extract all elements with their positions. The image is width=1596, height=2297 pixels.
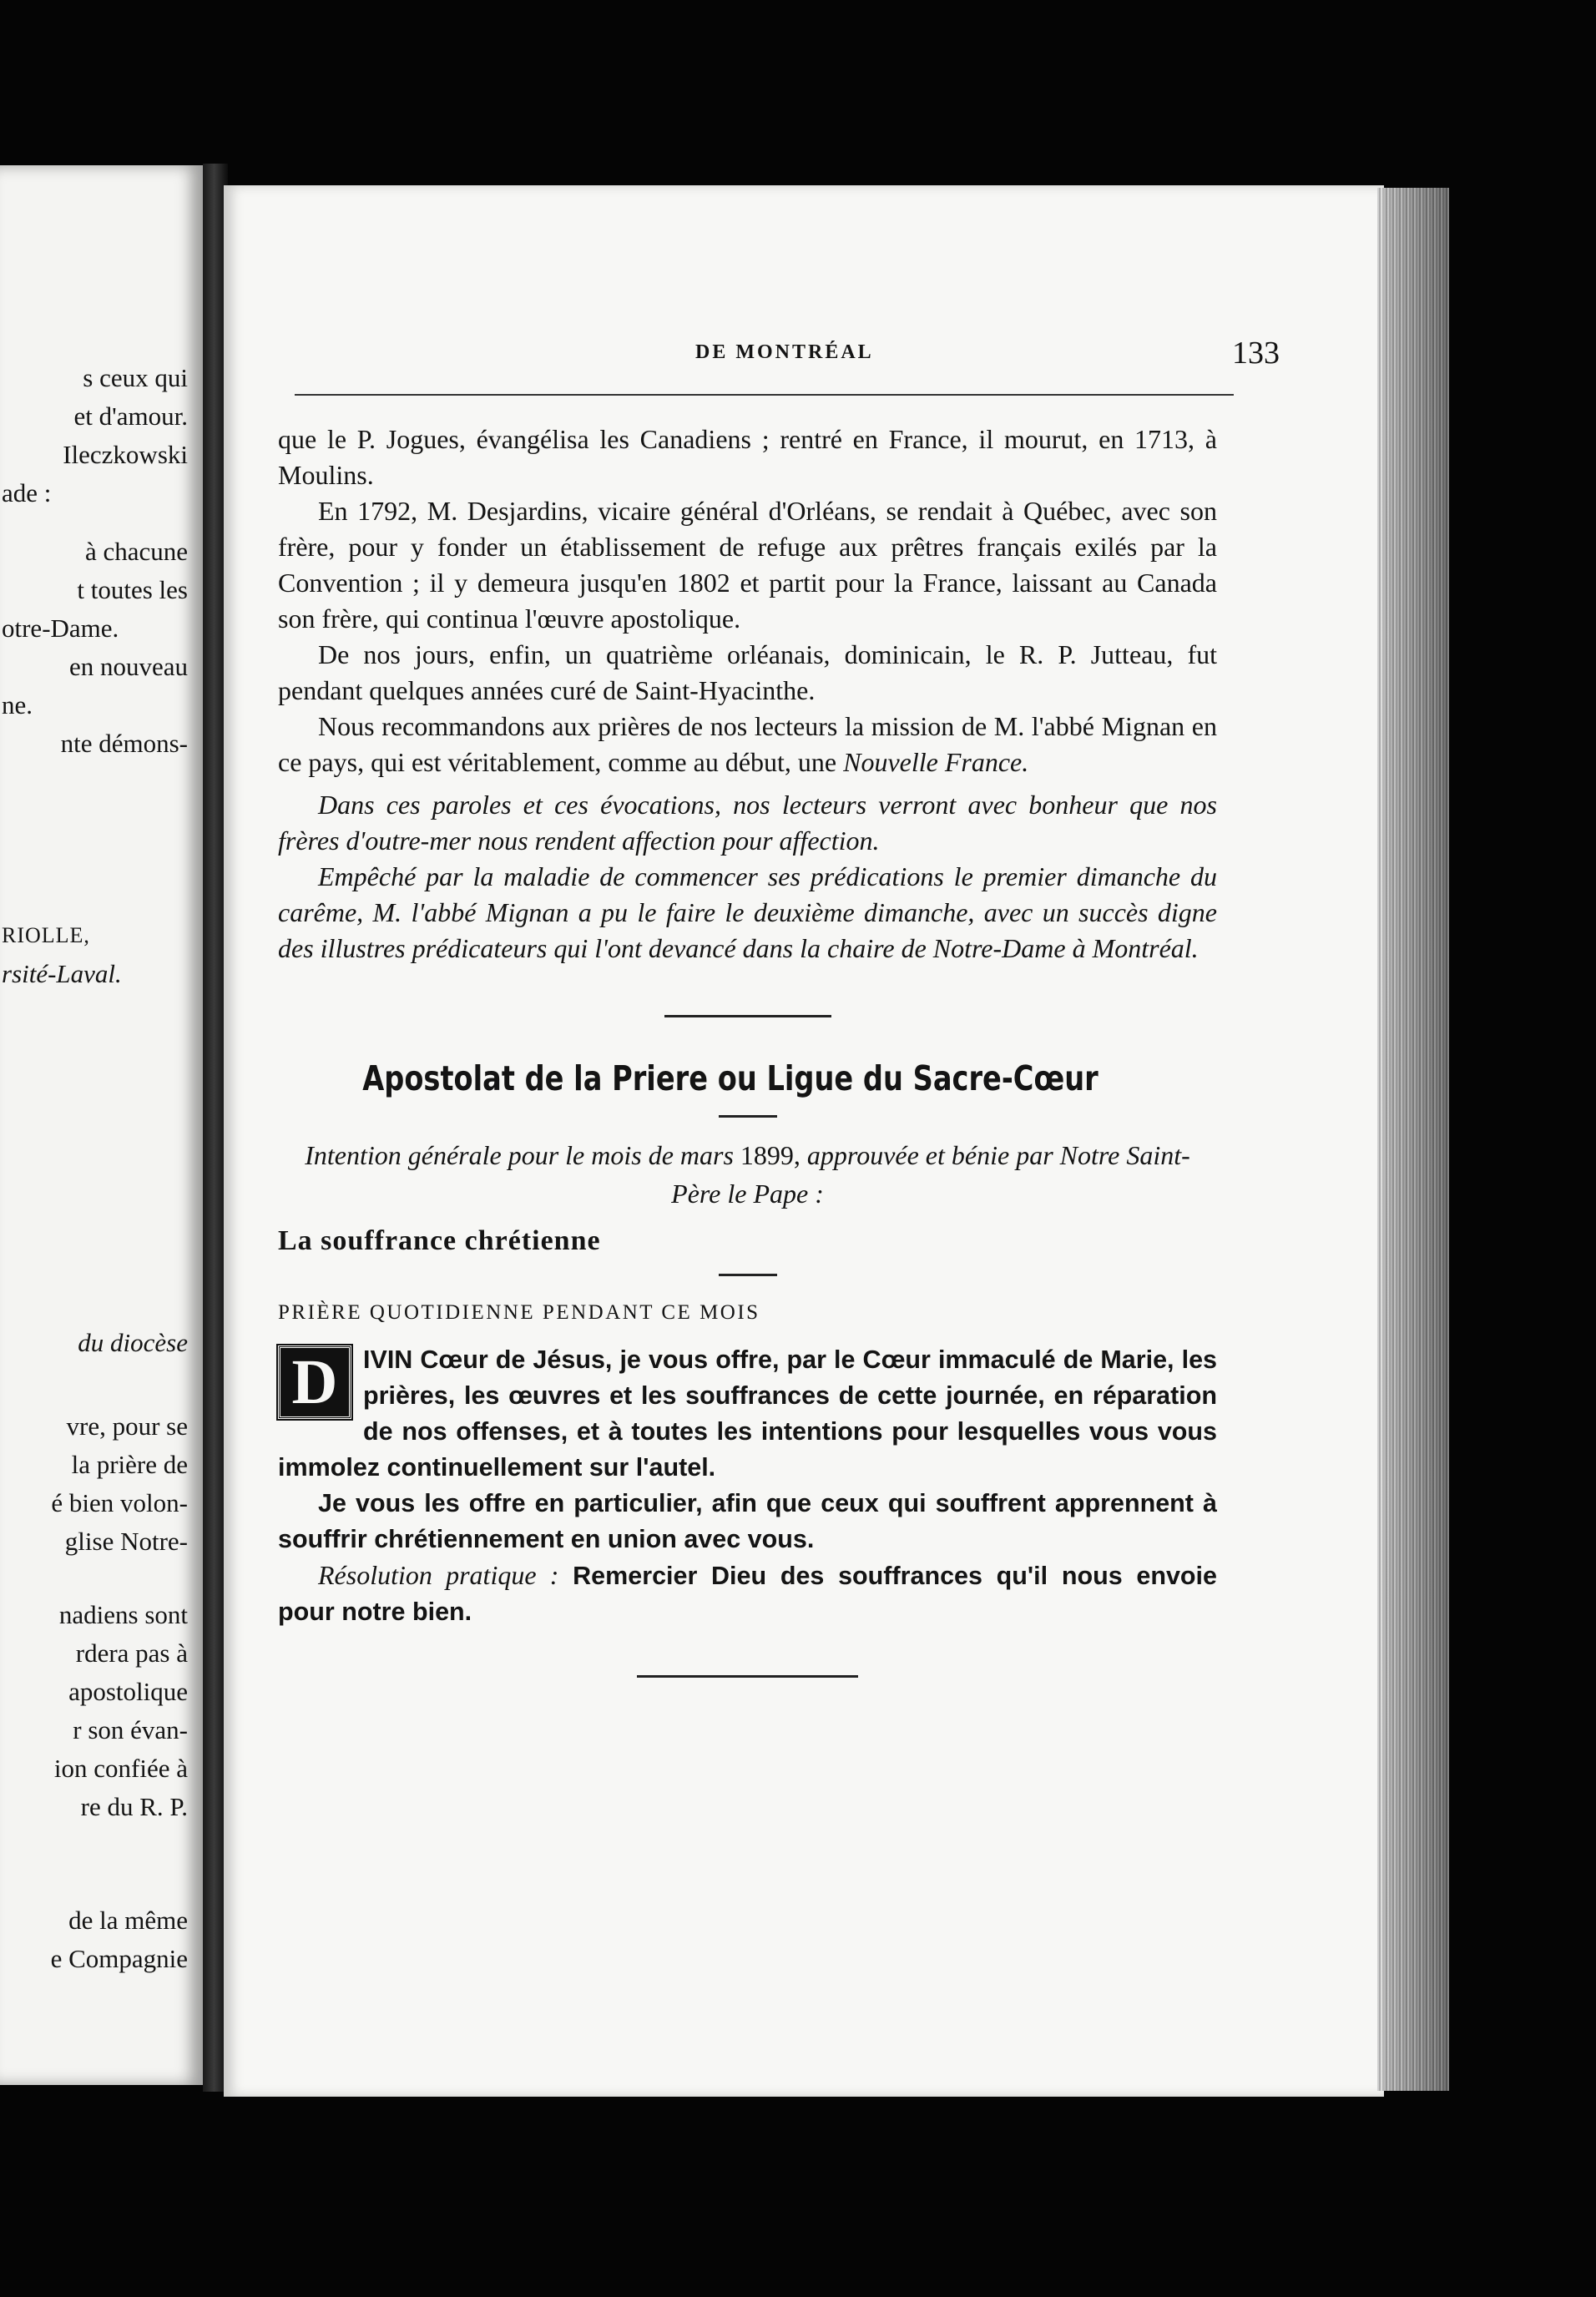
paragraph-text: Nous recommandons aux prières de nos lecteurs la mission de M. l'abbé Mignan en ce pays, qui est véritablement, comme au début, une <box>278 711 1217 777</box>
right-page <box>224 185 1384 2097</box>
section-title: Apostolat de la Priere ou Ligue du Sacre-Cœur <box>362 1058 1099 1098</box>
left-text-line: de la même <box>68 1906 188 1935</box>
resolution-paragraph <box>278 1557 1217 1630</box>
left-text-line: nadiens sont <box>58 1600 188 1629</box>
left-text-line: à chacune <box>84 537 188 566</box>
page-number: 133 <box>1232 336 1280 371</box>
prayer-block <box>278 1342 1217 1630</box>
intention-text: approuvée et bénie par Notre Saint-Père le Pape : <box>671 1140 1190 1209</box>
left-text-line: du diocèse <box>78 1328 188 1357</box>
left-text-line: ne. <box>2 690 33 719</box>
left-text-line: vre, pour se <box>66 1411 188 1441</box>
paragraph: De nos jours, enfin, un quatrième orléanais, dominicain, le R. P. Jutteau, fut pendant quelques années curé de Saint-Hyacinthe. <box>278 639 1217 705</box>
prayer-paragraph <box>278 1342 1217 1486</box>
left-text-line: é bien volon- <box>51 1488 188 1517</box>
left-text-line: r son évan- <box>73 1715 188 1744</box>
paragraph <box>278 709 1217 780</box>
running-title: DE MONTRÉAL <box>695 341 874 363</box>
left-text-line: la prière de <box>71 1450 188 1479</box>
left-signature-affiliation: rsité-Laval. <box>2 959 122 988</box>
running-head <box>278 336 1280 383</box>
left-text-line: nte démons- <box>60 729 188 758</box>
left-text-line: otre-Dame. <box>2 613 119 643</box>
left-signature: RIOLLE, <box>2 923 90 947</box>
intention-year: 1899, <box>740 1140 801 1170</box>
left-text-line: en nouveau <box>68 652 188 681</box>
left-text-line: ade : <box>2 478 52 507</box>
left-text-line: t toutes les <box>77 575 188 604</box>
left-text-line: glise Notre- <box>64 1527 188 1556</box>
left-text-line: s ceux qui <box>83 363 188 392</box>
left-text-line: re du R. P. <box>80 1792 188 1821</box>
paragraph: que le P. Jogues, évangélisa les Canadiens ; rentré en France, il mourut, en 1713, à Moulins. <box>278 424 1217 490</box>
left-text-line: rdera pas à <box>75 1638 188 1668</box>
title-rule <box>719 1115 777 1118</box>
prayer-text: IVIN Cœur de Jésus, je vous offre, par le Cœur immaculé de Marie, les prières, les œuvres et les souffrances de cette journée, en réparation de nos offenses, et à toutes les intentions pour lesquelles vous vous immolez continuellement sur l'autel. <box>278 1345 1217 1482</box>
paragraph: En 1792, M. Desjardins, vicaire général d'Orléans, se rendait à Québec, avec son frère, pour y fonder un établissement de refuge aux prêtres français exilés par la Convention ; il y demeura jusqu'en 1802 et partit pour la France, laissant au Canada son frère, qui continua l'œuvre apostolique. <box>278 496 1217 634</box>
left-facing-page <box>0 165 203 2085</box>
drop-cap-initial: D <box>278 1345 351 1419</box>
subtitle-rule <box>719 1274 777 1276</box>
header-rule <box>295 394 1234 396</box>
section-separator <box>664 1015 831 1017</box>
page-block-shade <box>1377 188 1449 2091</box>
prayer-heading: PRIÈRE QUOTIDIENNE PENDANT CE MOIS <box>278 1301 760 1324</box>
intention-line <box>278 1136 1217 1213</box>
resolution-text: Remercier Dieu des souffrances qu'il nous envoie pour notre bien. <box>278 1562 1217 1626</box>
left-text-line: Ileczkowski <box>63 440 188 469</box>
page-body <box>278 422 1217 1678</box>
emphasis-text: Nouvelle France. <box>843 747 1029 777</box>
prayer-paragraph: Je vous les offre en particulier, afin que ceux qui souffrent apprennent à souffrir chrétiennement en union avec vous. <box>278 1489 1217 1553</box>
closing-separator <box>637 1675 858 1678</box>
resolution-label: Résolution pratique : <box>318 1560 559 1590</box>
left-text-line: et d'amour. <box>73 401 188 431</box>
left-text-line: apostolique <box>68 1677 188 1706</box>
left-text-line: ion confiée à <box>53 1754 188 1783</box>
italic-paragraph: Empêché par la maladie de commencer ses prédications le premier dimanche du carême, M. l'abbé Mignan a pu le faire le deuxième dimanche, avec un succès digne des illustres prédicateurs qui l'ont devancé dans la chaire de Notre-Dame à Montréal. <box>278 861 1217 963</box>
intention-text: Intention générale pour le mois de mars <box>305 1140 734 1170</box>
left-text-line: e Compagnie <box>50 1944 188 1973</box>
intention-subtitle: La souffrance chrétienne <box>278 1225 601 1256</box>
italic-paragraph: Dans ces paroles et ces évocations, nos lecteurs verront avec bonheur que nos frères d'outre-mer nous rendent affection pour affection. <box>278 790 1217 856</box>
